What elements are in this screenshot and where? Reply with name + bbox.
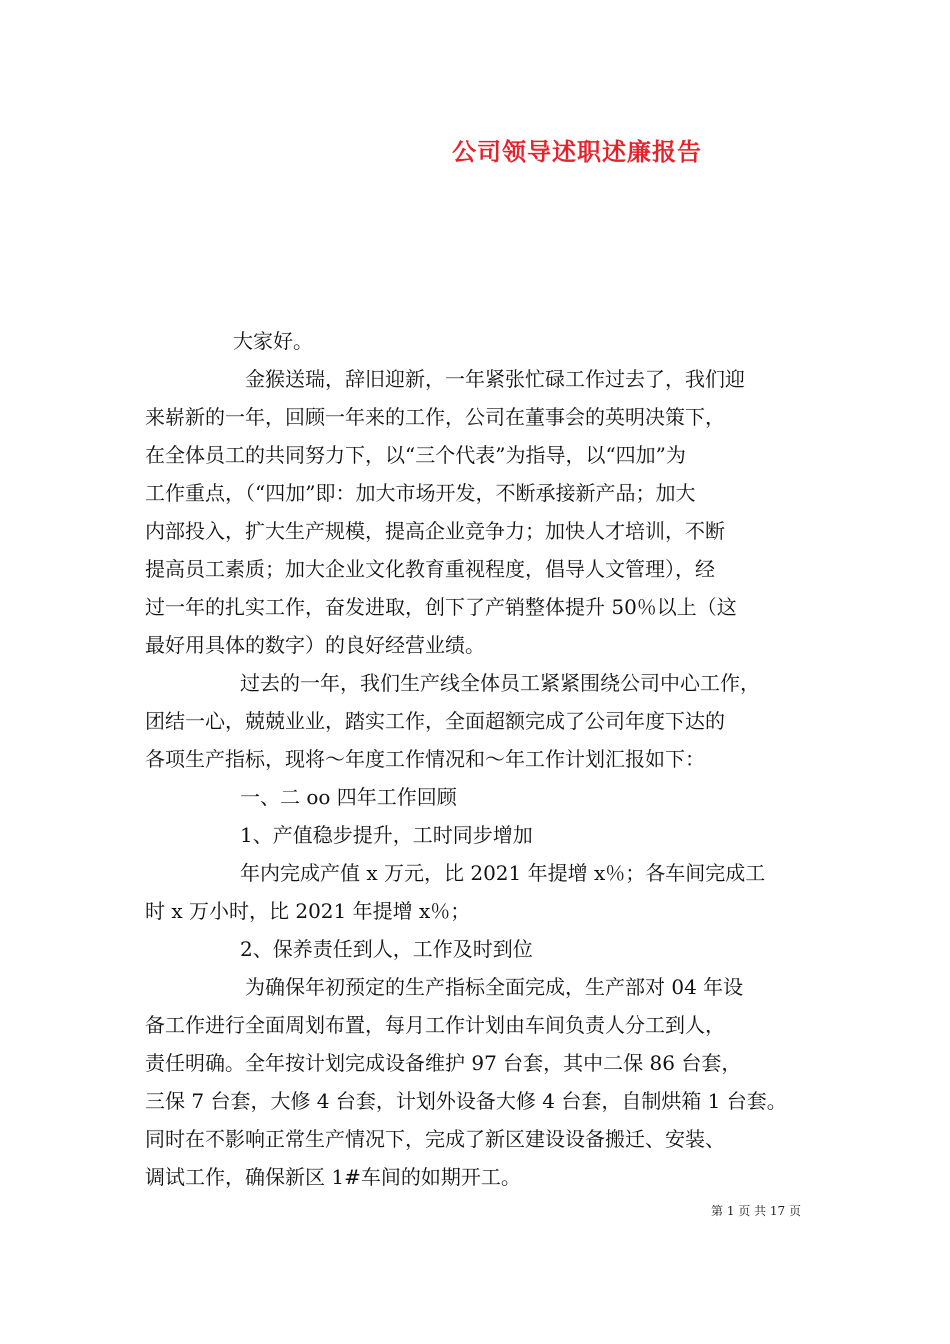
paragraph-line: 团结一心，兢兢业业，踏实工作，全面超额完成了公司年度下达的	[145, 709, 725, 733]
paragraph-line: 备工作进行全面周划布置，每月工作计划由车间负责人分工到人，	[145, 1013, 725, 1037]
paragraph-line: 在全体员工的共同努力下，以“三个代表”为指导，以“四加”为	[145, 443, 686, 467]
paragraph-line: 过去的一年，我们生产线全体员工紧紧围绕公司中心工作，	[240, 671, 760, 695]
paragraph-line: 工作重点，（“四加”即：加大市场开发，不断承接新产品；加大	[145, 481, 696, 505]
paragraph-line: 过一年的扎实工作，奋发进取，创下了产销整体提升 50％以上（这	[145, 595, 737, 619]
paragraph-line: 金猴送瑞，辞旧迎新，一年紧张忙碌工作过去了，我们迎	[245, 367, 745, 391]
paragraph-line: 调试工作，确保新区 1#车间的如期开工。	[145, 1165, 521, 1189]
paragraph-line: 同时在不影响正常生产情况下，完成了新区建设设备搬迁、安装、	[145, 1127, 725, 1151]
paragraph-line: 时 x 万小时，比 2021 年提增 x％；	[145, 899, 471, 923]
paragraph-line: 提高员工素质；加大企业文化教育重视程度，倡导人文管理），经	[145, 557, 715, 581]
document-title: 公司领导述职述廉报告	[452, 137, 702, 166]
paragraph-line: 年内完成产值 x 万元，比 2021 年提增 x％；各车间完成工	[240, 861, 766, 885]
paragraph-line: 三保 7 台套，大修 4 台套，计划外设备大修 4 台套，自制烘箱 1 台套。	[145, 1089, 787, 1113]
section-heading: 一、二 oo 四年工作回顾	[240, 785, 457, 809]
paragraph-line: 为确保年初预定的生产指标全面完成，生产部对 04 年设	[245, 975, 744, 999]
subsection-heading: 2、保养责任到人，工作及时到位	[240, 937, 533, 961]
paragraph-line: 来崭新的一年，回顾一年来的工作，公司在董事会的英明决策下，	[145, 405, 725, 429]
paragraph-line: 各项生产指标，现将～年度工作情况和～年工作计划汇报如下：	[145, 747, 705, 771]
paragraph-line: 最好用具体的数字）的良好经营业绩。	[145, 633, 485, 657]
document-body	[145, 322, 825, 1196]
paragraph-line: 责任明确。全年按计划完成设备维护 97 台套，其中二保 86 台套，	[145, 1051, 742, 1075]
paragraph-line: 内部投入，扩大生产规模，提高企业竞争力；加快人才培训，不断	[145, 519, 725, 543]
page-number-footer: 第 1 页 共 17 页	[711, 1204, 801, 1218]
greeting-line: 大家好。	[233, 329, 313, 353]
subsection-heading: 1、产值稳步提升，工时同步增加	[240, 823, 533, 847]
